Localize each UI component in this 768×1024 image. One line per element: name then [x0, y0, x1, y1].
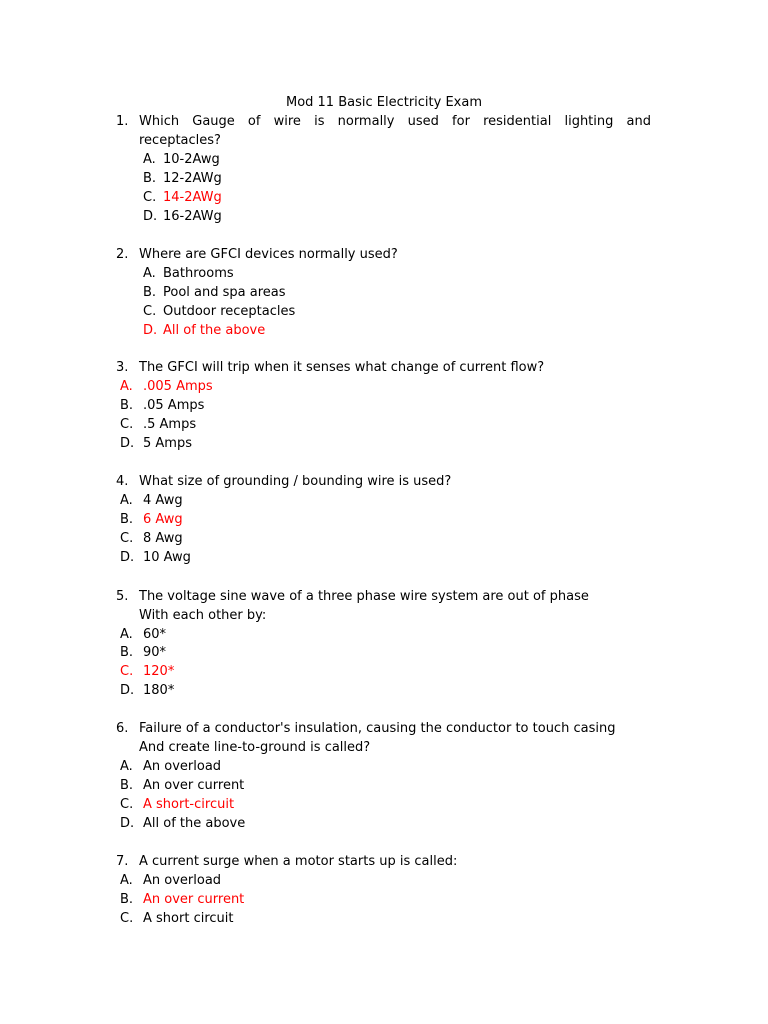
correct-answer-text: 14-2AWg: [163, 190, 222, 205]
correct-answer-text: 6 Awg: [143, 512, 183, 527]
question-number: 2.: [116, 247, 129, 262]
option-text: An over current: [143, 778, 245, 793]
option-text: 10-2Awg: [163, 152, 220, 167]
option-letter: A.: [143, 266, 156, 281]
option-letter: C.: [120, 911, 134, 926]
option-text: 90*: [143, 645, 167, 660]
option-letter: A.: [143, 152, 156, 167]
option-letter: D.: [120, 550, 135, 565]
question-number: 4.: [116, 474, 129, 489]
option-letter: B.: [143, 171, 157, 186]
correct-answer-text: All of the above: [163, 323, 266, 338]
option-text: Pool and spa areas: [163, 285, 286, 300]
option-letter: B.: [120, 512, 134, 527]
option-text: 10 Awg: [143, 550, 191, 565]
question-text: Which Gauge of wire is normally used for residential lighting and: [139, 114, 651, 129]
question-text-continued: With each other by:: [139, 608, 267, 623]
option-letter: B.: [143, 285, 157, 300]
option-letter: D.: [120, 816, 135, 831]
correct-answer-letter: A.: [120, 379, 133, 394]
option-letter: A.: [120, 493, 133, 508]
page-title: Mod 11 Basic Electricity Exam: [285, 95, 483, 110]
option-letter: A.: [120, 873, 133, 888]
option-text: An overload: [143, 873, 222, 888]
option-text: 60*: [143, 627, 167, 642]
question-text: The GFCI will trip when it senses what change of current flow?: [139, 360, 545, 375]
option-text: 8 Awg: [143, 531, 183, 546]
option-text: 180*: [143, 683, 175, 698]
question-number: 5.: [116, 589, 129, 604]
option-text: 16-2AWg: [163, 209, 222, 224]
option-text: An overload: [143, 759, 222, 774]
question-text: Where are GFCI devices normally used?: [139, 247, 398, 262]
option-letter: A.: [120, 627, 133, 642]
question-number: 1.: [116, 114, 129, 129]
question-text: A current surge when a motor starts up is called:: [139, 854, 458, 869]
option-text: Outdoor receptacles: [163, 304, 296, 319]
question-text-continued: And create line-to-ground is called?: [139, 740, 371, 755]
correct-answer-text: A short-circuit: [143, 797, 235, 812]
correct-answer-letter: D.: [143, 323, 158, 338]
option-text: .5 Amps: [143, 417, 197, 432]
question-number: 6.: [116, 721, 129, 736]
option-letter: A.: [120, 759, 133, 774]
question-text: What size of grounding / bounding wire is used?: [139, 474, 452, 489]
correct-answer-text: .005 Amps: [143, 379, 213, 394]
option-text: 4 Awg: [143, 493, 183, 508]
option-text: Bathrooms: [163, 266, 234, 281]
option-letter: C.: [143, 190, 157, 205]
question-text: The voltage sine wave of a three phase wire system are out of phase: [139, 589, 589, 604]
option-letter: C.: [120, 531, 134, 546]
correct-answer-text: 120*: [143, 664, 175, 679]
option-letter: B.: [120, 398, 134, 413]
option-text: 5 Amps: [143, 436, 192, 451]
option-letter: B.: [120, 645, 134, 660]
option-text: All of the above: [143, 816, 246, 831]
option-text: A short circuit: [143, 911, 234, 926]
option-text: .05 Amps: [143, 398, 205, 413]
option-letter: D.: [143, 209, 158, 224]
question-text-continued: receptacles?: [139, 133, 221, 148]
question-number: 7.: [116, 854, 129, 869]
option-letter: C.: [120, 797, 134, 812]
option-letter: C.: [120, 417, 134, 432]
question-number: 3.: [116, 360, 129, 375]
correct-answer-letter: C.: [120, 664, 134, 679]
option-letter: C.: [143, 304, 157, 319]
option-text: 12-2AWg: [163, 171, 222, 186]
option-letter: D.: [120, 683, 135, 698]
correct-answer-text: An over current: [143, 892, 245, 907]
option-letter: B.: [120, 778, 134, 793]
option-letter: D.: [120, 436, 135, 451]
option-letter: B.: [120, 892, 134, 907]
question-text: Failure of a conductor's insulation, causing the conductor to touch casing: [139, 721, 616, 736]
